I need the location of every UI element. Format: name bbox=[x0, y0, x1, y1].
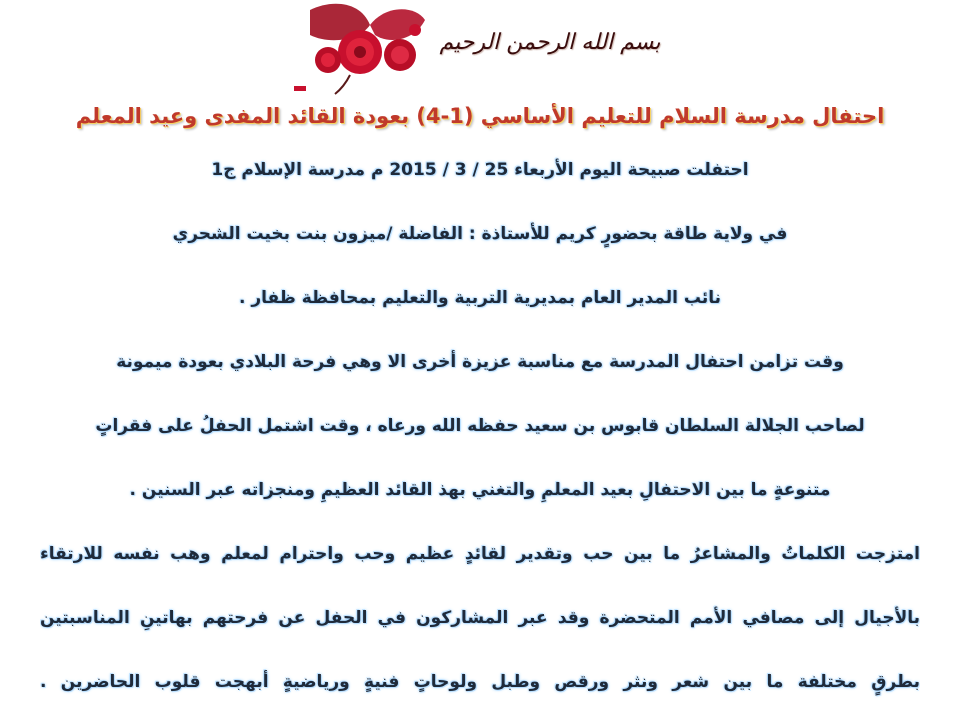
bismillah-heading: بسم الله الرحمن الرحيم bbox=[439, 30, 661, 55]
text-line: احتفلت صبيحة اليوم الأربعاء 25 / 3 / 2015 م مدرسة الإسلام ج1 bbox=[211, 160, 749, 180]
text-line: نائب المدير العام بمديرية التربية والتعليم بمحافظة ظفار . bbox=[239, 288, 721, 308]
page-title: احتفال مدرسة السلام للتعليم الأساسي (1-4) بعودة القائد المفدى وعيد المعلم bbox=[75, 104, 885, 128]
text-line: بالأجيال إلى مصافي الأمم المتحضرة وقد عبر المشاركون في الحفل عن فرحتهم بهاتينِ المناسبتين bbox=[40, 608, 920, 628]
text-line: في ولاية طاقة بحضورٍ كريم للأستاذة : الفاضلة /ميزون بنت بخيت الشحري bbox=[172, 224, 788, 244]
text-line: بطرقٍ مختلفة ما بين شعر ونثر ورقص وطبل ولوحاتٍ فنيةٍ ورياضيةٍ أبهجت قلوب الحاضرين . bbox=[40, 672, 920, 692]
text-line: متنوعةٍ ما بين الاحتفالِ بعيد المعلمِ والتغني بهذ القائد العظيمِ ومنجزاته عبر السنين . bbox=[129, 480, 831, 500]
article-body bbox=[40, 148, 920, 724]
header-decoration bbox=[290, 0, 670, 96]
text-line: وقت تزامن احتفال المدرسة مع مناسبة عزيزة أخرى الا وهي فرحة البلادي بعودة ميمونة bbox=[116, 352, 844, 372]
text-line: امتزجت الكلماتُ والمشاعرُ ما بين حب وتقدير لقائدٍ عظيم وحب واحترام لمعلم وهب نفسه للارتقاء bbox=[40, 544, 920, 564]
text-line: لصاحب الجلالة السلطان قابوس بن سعيد حفظه الله ورعاه ، وقت اشتمل الحفلُ على فقراتٍ bbox=[95, 416, 865, 436]
red-roses-icon bbox=[290, 0, 440, 96]
